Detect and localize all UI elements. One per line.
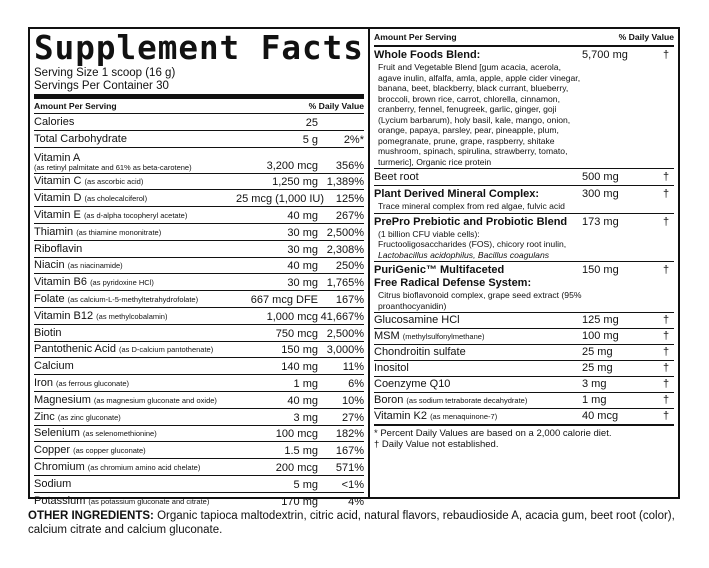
table-row [34, 426, 364, 443]
nutrient-name: Riboflavin [34, 242, 83, 255]
beet-root-row [374, 169, 674, 186]
nutrient-name: Biotin [34, 326, 62, 339]
table-row [34, 375, 364, 392]
nutrient-amount: 5 g [302, 133, 318, 146]
ingredient-name: MSM (methylsulfonylmethane) [374, 330, 485, 342]
table-row [34, 476, 364, 493]
dagger-mark: † [662, 215, 670, 228]
nutrient-name: Potassium (as potassium gluconate and citrate) [34, 494, 210, 507]
nutrient-amount: 25 mcg (1,000 IU) [236, 193, 325, 206]
blend-amount: 150 mg [582, 264, 619, 276]
table-row [374, 393, 674, 409]
nutrient-name: Pantothenic Acid (as D-calcium pantothenate) [34, 343, 214, 356]
table-row [34, 274, 364, 291]
left-column-header [34, 101, 364, 114]
table-row [34, 114, 364, 131]
nutrient-dv: 182% [335, 428, 364, 441]
ingredient-name: Coenzyme Q10 [374, 378, 451, 390]
amount-header: Amount Per Serving [34, 101, 117, 111]
dagger-mark: † [662, 410, 670, 422]
dagger-mark: † [662, 49, 670, 61]
nutrient-name: Vitamin B6 (as pyridoxine HCl) [34, 276, 154, 289]
table-row [34, 258, 364, 275]
dagger-mark: † [662, 314, 670, 326]
nutrient-amount: 5 mg [293, 478, 318, 491]
nutrient-amount: 1,250 mg [272, 176, 318, 189]
footnote-dagger: † Daily Value not established. [374, 439, 499, 450]
left-nutrient-list [34, 114, 364, 509]
ingredient-amount: 1 mg [582, 394, 607, 406]
nutrient-amount: 3 mg [293, 411, 318, 424]
table-row [34, 207, 364, 224]
table-row [374, 361, 674, 377]
dagger-mark: † [662, 264, 670, 276]
dv-header: % Daily Value [308, 101, 364, 111]
nutrient-amount: 1 mg [293, 377, 318, 390]
ingredient-amount: 25 mg [582, 346, 613, 358]
table-row [34, 148, 364, 174]
nutrient-dv: 167% [335, 445, 364, 458]
nutrient-name: Vitamin E (as d-alpha tocopheryl acetate) [34, 208, 188, 221]
blend-description: Fructooligosaccharides (FOS), chicory root inulin, [378, 239, 567, 249]
nutrient-amount: 667 mcg DFE [250, 293, 318, 306]
dv-header: % Daily Value [618, 32, 674, 42]
nutrient-dv: 571% [335, 461, 364, 474]
table-row [374, 377, 674, 393]
nutrient-name: Calcium [34, 360, 74, 373]
table-row [34, 493, 364, 509]
nutrient-amount: 40 mg [287, 394, 318, 407]
amount-header: Amount Per Serving [374, 32, 457, 42]
nutrient-name: Chromium (as chromium amino acid chelate) [34, 460, 201, 473]
right-nutrient-list [374, 313, 674, 426]
table-row [374, 329, 674, 345]
ingredient-amount: 25 mg [582, 362, 613, 374]
supplement-facts-panel [28, 27, 680, 508]
dagger-mark: † [662, 378, 670, 390]
blend-amount: 300 mg [582, 188, 619, 200]
nutrient-name: Thiamin (as thiamine mononitrate) [34, 225, 162, 238]
ingredient-amount: 500 mg [582, 171, 619, 183]
blend-amount: 5,700 mg [582, 49, 628, 61]
ingredient-name: Inositol [374, 362, 409, 374]
nutrient-amount: 1.5 mg [284, 445, 318, 458]
table-row [34, 308, 364, 325]
nutrient-amount: 170 mg [281, 495, 318, 508]
blend-description: (1 billion CFU viable cells): [378, 228, 480, 239]
nutrient-amount: 750 mcg [275, 327, 318, 340]
nutrient-name: Vitamin A (as retinyl palmitate and 61% as beta-carotene) [34, 152, 192, 172]
ingredient-name: Glucosamine HCl [374, 314, 460, 326]
dagger-mark: † [662, 171, 670, 183]
nutrient-name: Magnesium (as magnesium gluconate and oxide) [34, 393, 217, 406]
ingredient-name: Beet root [374, 171, 419, 183]
nutrient-name: Vitamin B12 (as methylcobalamin) [34, 309, 168, 322]
table-row [34, 241, 364, 258]
table-row [34, 131, 364, 148]
nutrient-amount: 200 mcg [275, 461, 318, 474]
nutrient-dv: 1,765% [326, 277, 364, 290]
right-column [370, 29, 678, 497]
nutrient-name: Calories [34, 115, 75, 128]
nutrient-amount: 40 mg [287, 209, 318, 222]
table-row [34, 325, 364, 342]
other-ingredients-text: Organic tapioca maltodextrin, citric acid, natural flavors, rebaudioside A, acacia gum, beet root (color), calcium citrate and calcium gluconate. [28, 510, 675, 536]
table-row [34, 174, 364, 191]
nutrient-name: Sodium [34, 477, 72, 490]
nutrient-name: Vitamin C (as ascorbic acid) [34, 175, 144, 188]
blend-description: Fruit and Vegetable Blend [gum acacia, acerola, agave inulin, alfalfa, amla, apple, apple cider vinegar, banana, beet, blackberry, black currant, blueberry, broccoli, brown rice, carrot, chlorella, cinnamon, cranberry, fennel, fenugreek, garlic, ginger, goji (Lycium barbarum), holy basil, kale, mango, onion, orange, papaya, parsley, pear, pineapple, plum, pomegranate, prune, grape, raspberry, shitake mushroom, spinach, spirulina, strawberry, tomato, turmeric], Organic rice protein [378, 62, 581, 167]
nutrient-dv: 356% [335, 159, 364, 172]
footnotes [374, 426, 674, 450]
left-column [30, 28, 370, 508]
table-row [34, 190, 364, 207]
blend-name: PrePro Prebiotic and Probiotic Blend [374, 215, 568, 228]
nutrient-dv: 2,500% [326, 226, 364, 239]
blend-name: PuriGenic™ Multifaceted [374, 264, 505, 276]
nutrient-name: Total Carbohydrate [34, 132, 127, 145]
purigenic-blend [374, 262, 674, 313]
footnote-dv: * Percent Daily Values are based on a 2,000 calorie diet. [374, 428, 612, 439]
blend-name: Free Radical Defense System: [374, 277, 532, 289]
nutrient-dv: 3,000% [326, 344, 364, 357]
ingredient-amount: 3 mg [582, 378, 607, 390]
nutrient-name: Copper (as copper gluconate) [34, 444, 146, 457]
right-column-header [374, 29, 674, 47]
dagger-mark: † [662, 330, 670, 342]
whole-foods-blend [374, 47, 674, 169]
table-row [34, 342, 364, 359]
servings-per-container: Servings Per Container 30 [34, 80, 169, 92]
blend-name: Plant Derived Mineral Complex: [374, 188, 540, 200]
nutrient-amount: 140 mg [281, 361, 318, 374]
ingredient-name: Boron (as sodium tetraborate decahydrate) [374, 394, 528, 406]
nutrient-dv: 41,667% [320, 310, 364, 323]
nutrient-name: Folate (as calcium-L-5-methyltetrahydrofolate) [34, 292, 199, 305]
nutrient-dv: 1,389% [326, 176, 364, 189]
nutrient-name: Vitamin D (as cholecalciferol) [34, 192, 148, 205]
nutrient-dv: <1% [341, 478, 364, 491]
blend-amount: 173 mg [582, 215, 619, 228]
ingredient-amount: 100 mg [582, 330, 619, 342]
nutrient-dv: 125% [335, 193, 364, 206]
nutrient-name: Selenium (as selenomethionine) [34, 427, 157, 440]
table-row [34, 459, 364, 476]
other-ingredients-label: OTHER INGREDIENTS: [28, 510, 154, 522]
ingredient-amount: 125 mg [582, 314, 619, 326]
blend-description: Lactobacillus acidophilus, Bacillus coagulans [378, 249, 550, 260]
panel-title: Supplement Facts [34, 28, 364, 67]
nutrient-dv: 2,500% [326, 327, 364, 340]
blend-description: Trace mineral complex from red algae, fulvic acid [378, 201, 565, 211]
other-ingredients [28, 509, 688, 537]
nutrient-dv: 4% [348, 495, 364, 508]
prepro-blend [374, 214, 674, 263]
table-row [374, 313, 674, 329]
nutrient-amount: 30 mg [287, 243, 318, 256]
dagger-mark: † [662, 362, 670, 374]
nutrient-amount: 30 mg [287, 226, 318, 239]
nutrient-dv: 6% [348, 377, 364, 390]
thick-divider [34, 94, 364, 99]
nutrient-amount: 150 mg [281, 344, 318, 357]
table-row [374, 409, 674, 426]
nutrient-amount: 1,000 mcg [266, 310, 318, 323]
table-row [34, 358, 364, 375]
nutrient-amount: 30 mg [287, 277, 318, 290]
dagger-mark: † [662, 346, 670, 358]
ingredient-name: Chondroitin sulfate [374, 346, 466, 358]
table-row [34, 409, 364, 426]
nutrient-amount: 100 mcg [275, 428, 318, 441]
mineral-complex [374, 186, 674, 214]
nutrient-dv: 11% [342, 361, 364, 374]
nutrient-amount: 40 mg [287, 260, 318, 273]
nutrient-dv: 167% [335, 293, 364, 306]
table-row [374, 345, 674, 361]
blend-description: Citrus bioflavonoid complex, grape seed extract (95% proanthocyanidin) [378, 290, 582, 311]
nutrient-amount: 3,200 mcg [266, 159, 318, 172]
nutrient-name: Niacin (as niacinamide) [34, 259, 123, 272]
ingredient-amount: 40 mcg [582, 410, 619, 422]
ingredient-name: Vitamin K2 (as menaquinone-7) [374, 410, 498, 422]
nutrient-dv: 27% [341, 411, 364, 424]
nutrient-dv: 250% [335, 260, 364, 273]
table-row [34, 224, 364, 241]
dagger-mark: † [662, 188, 670, 200]
nutrient-dv: 2,308% [326, 243, 364, 256]
nutrient-dv: 10% [341, 394, 364, 407]
blend-name: Whole Foods Blend: [374, 49, 481, 61]
table-row [34, 291, 364, 308]
nutrient-dv: 2%* [343, 133, 364, 146]
table-row [34, 392, 364, 409]
table-row [34, 442, 364, 459]
serving-size: Serving Size 1 scoop (16 g) [34, 67, 176, 79]
nutrient-amount: 25 [305, 116, 318, 129]
nutrient-name: Zinc (as zinc gluconate) [34, 410, 121, 423]
dagger-mark: † [662, 394, 670, 406]
nutrient-dv: 267% [335, 209, 364, 222]
nutrient-name: Iron (as ferrous gluconate) [34, 376, 129, 389]
